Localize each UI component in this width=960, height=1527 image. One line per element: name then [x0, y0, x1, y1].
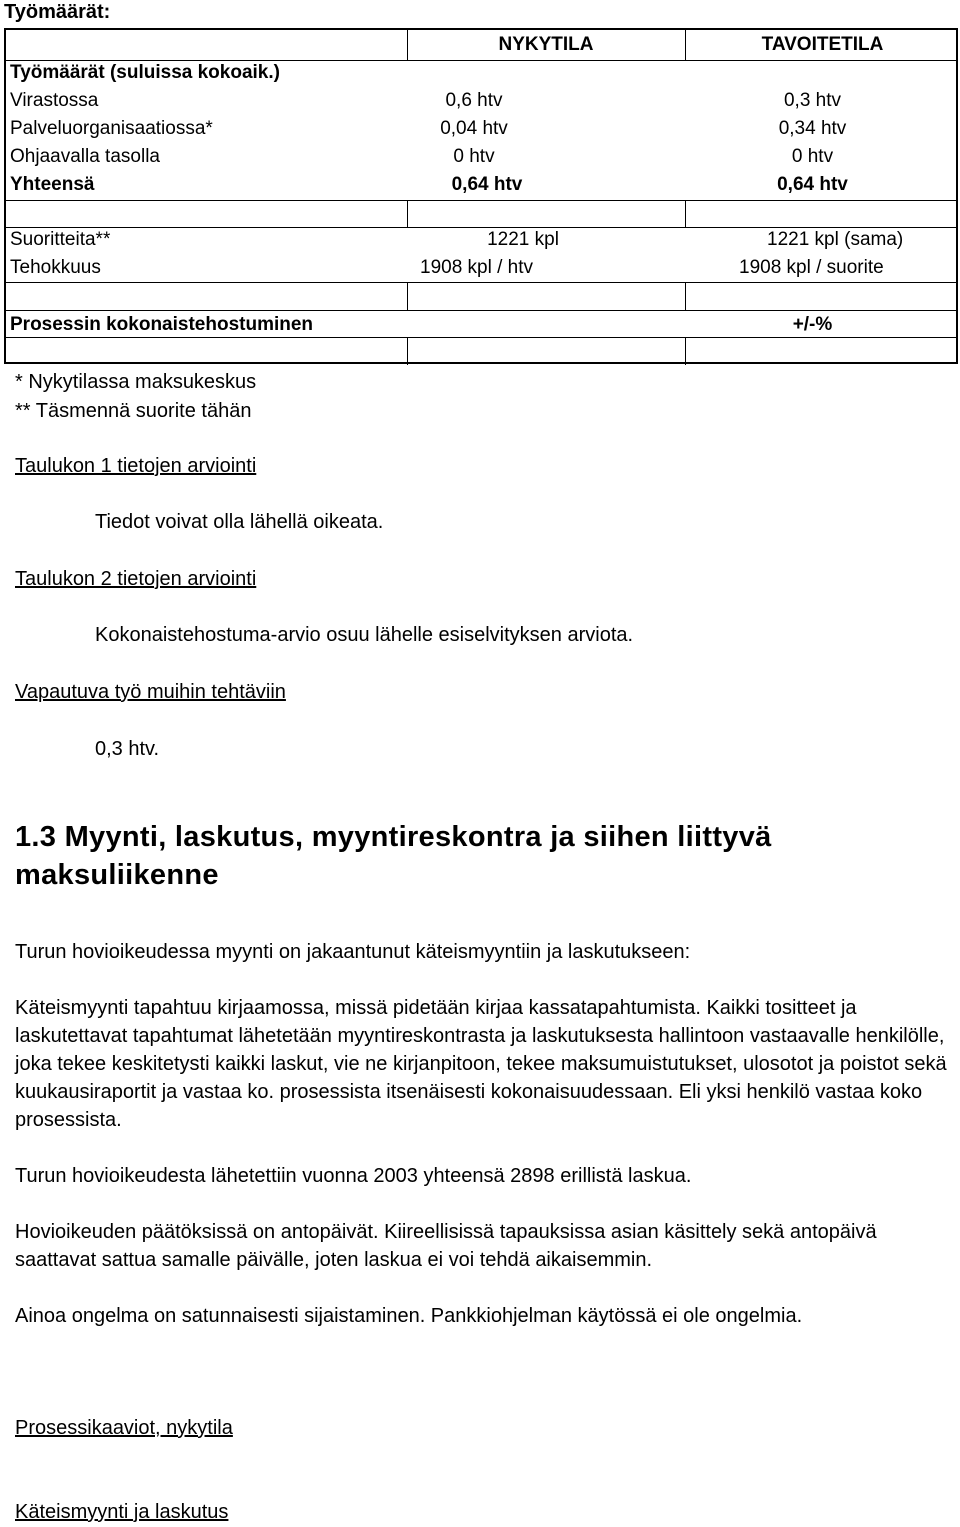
freed-title: Vapautuva työ muihin tehtäviin [15, 681, 286, 703]
section-label: Työmäärät (suluissa kokoaik.) [10, 62, 280, 83]
eval2-text: Kokonaistehostuma-arvio osuu lähelle esiselvityksen arviota. [95, 624, 634, 646]
table-divider [685, 282, 686, 310]
process-label: Prosessin kokonaistehostuminen [10, 314, 314, 335]
suoritteita-label: Suoritteita** [10, 229, 111, 250]
section-heading-1-3: 1.3 Myynti, laskutus, myyntireskontra ja siihen liittyvä maksuliikenne [15, 821, 772, 891]
link-prosessikaaviot[interactable]: Prosessikaaviot, nykytila [15, 1417, 233, 1439]
table-divider [407, 282, 408, 310]
col-header-nykytila: NYKYTILA [498, 34, 594, 55]
row-label: Ohjaavalla tasolla [10, 146, 160, 167]
paragraph-ongelma: Ainoa ongelma on satunnaisesti sijaistaminen. Pankkiohjelman käytössä ei ole ongelmia. [15, 1305, 803, 1327]
suoritteita-now: 1221 kpl [487, 229, 559, 250]
eval2-title: Taulukon 2 tietojen arviointi [15, 568, 257, 590]
tehokkuus-now: 1908 kpl / htv [420, 257, 534, 278]
table-divider [407, 337, 408, 365]
eval1-text: Tiedot voivat olla lähellä oikeata. [95, 511, 384, 533]
table-rule [6, 282, 956, 283]
row-target: 0 htv [791, 146, 834, 167]
row-now: 0,6 htv [445, 90, 503, 111]
paragraph-intro: Turun hovioikeudessa myynti on jakaantunut käteismyyntiin ja laskutukseen: [15, 941, 691, 963]
paragraph-laskut-2003: Turun hovioikeudesta lähetettiin vuonna 2003 yhteensä 2898 erillistä laskua. [15, 1165, 692, 1187]
footnote-2: ** Täsmennä suorite tähän [15, 400, 252, 422]
eval1-title: Taulukon 1 tietojen arviointi [15, 455, 257, 477]
row-target: 0,3 htv [783, 90, 842, 111]
row-label: Palveluorganisaatiossa* [10, 118, 213, 139]
col-header-tavoitetila: TAVOITETILA [761, 34, 884, 55]
row-now: 0 htv [453, 146, 495, 167]
table-rule [6, 227, 956, 228]
freed-text: 0,3 htv. [95, 738, 160, 760]
row-now: 0,04 htv [440, 118, 508, 139]
row-label: Virastossa [10, 90, 99, 111]
table-rule [6, 337, 956, 338]
process-value: +/-% [792, 314, 833, 335]
tehokkuus-target: 1908 kpl / suorite [739, 257, 884, 278]
table-divider [685, 200, 686, 227]
total-now: 0,64 htv [451, 174, 523, 195]
footnote-1: * Nykytilassa maksukeskus [15, 371, 257, 393]
workload-table [4, 28, 958, 364]
link-kateismyynti-laskutus[interactable]: Käteismyynti ja laskutus [15, 1501, 229, 1523]
row-target: 0,34 htv [778, 118, 847, 139]
table-divider [685, 337, 686, 365]
table-rule [6, 310, 956, 311]
table-rule [6, 60, 956, 61]
paragraph-antopaivat: Hovioikeuden päätöksissä on antopäivät. Kiireellisissä tapauksissa asian käsittely sekä antopäivä saattavat sattua samalle päivälle, joten laskua ei voi tehdä aikaisemmin. [15, 1221, 877, 1271]
page-heading-tyomaarat: Työmäärät: [4, 1, 111, 23]
table-divider [407, 200, 408, 227]
paragraph-kateismyynti: Käteismyynti tapahtuu kirjaamossa, missä pidetään kirjaa kassatapahtumista. Kaikki tositteet ja laskutettavat tapahtumat lähetetään myyntireskontrasta ja laskutuksesta hallintoon vastaavalle henkilölle, joka tekee keskitetysti kaikki laskut, vie ne kirjanpitoon, tekee maksumuistutukset, ulosotot ja poistot sekä kuukausiraportit ja vastaa ko. prosessista itsenäisesti kokonaisuudessaan. Eli yksi henkilö vastaa koko prosessista. [15, 997, 947, 1131]
total-target: 0,64 htv [777, 174, 848, 195]
tehokkuus-label: Tehokkuus [10, 257, 101, 278]
total-label: Yhteensä [10, 174, 95, 195]
table-rule [6, 200, 956, 201]
suoritteita-target: 1221 kpl (sama) [767, 229, 904, 250]
